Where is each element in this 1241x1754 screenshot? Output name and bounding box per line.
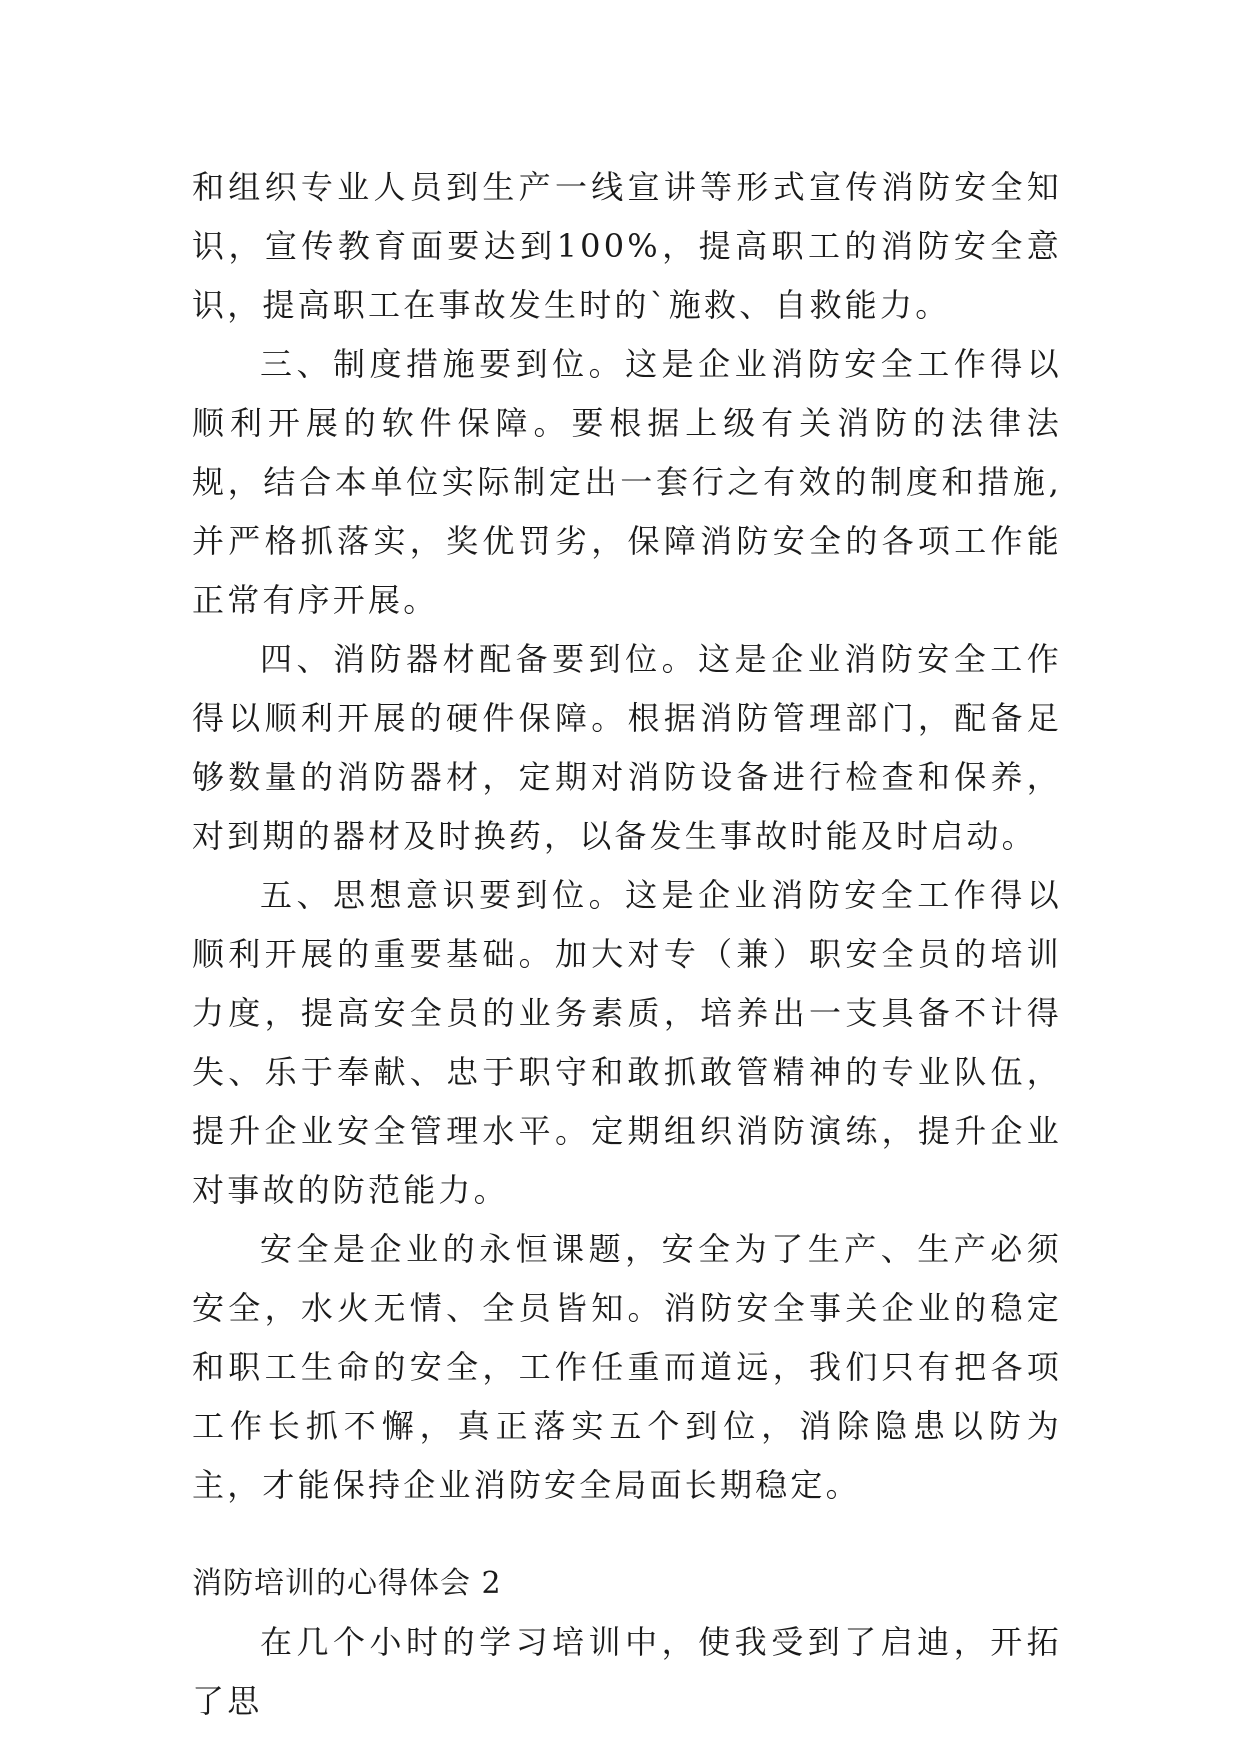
- paragraph-continuation: 和组织专业人员到生产一线宣讲等形式宣传消防安全知识，宣传教育面要达到100%，提高职工的消防安全意识，提高职工在事故发生时的`施救、自救能力。: [192, 168, 1062, 324]
- paragraph-section-four: 四、消防器材配备要到位。这是企业消防安全工作得以顺利开展的硬件保障。根据消防管理部门，配备足够数量的消防器材，定期对消防设备进行检查和保养，对到期的器材及时换药，以备发生事故时能及时启动。: [192, 640, 1062, 855]
- paragraph-section-three: 三、制度措施要到位。这是企业消防安全工作得以顺利开展的软件保障。要根据上级有关消防的法律法规，结合本单位实际制定出一套行之有效的制度和措施,并严格抓落实，奖优罚劣，保障消防安全的各项工作能正常有序开展。: [192, 345, 1062, 619]
- paragraph-section-five: 五、思想意识要到位。这是企业消防安全工作得以顺利开展的重要基础。加大对专（兼）职安全员的培训力度，提高安全员的业务素质，培养出一支具备不计得失、乐于奉献、忠于职守和敢抓敢管精神的专业队伍，提升企业安全管理水平。定期组织消防演练，提升企业对事故的防范能力。: [192, 876, 1062, 1209]
- section-heading: 消防培训的心得体会 2: [192, 1566, 502, 1601]
- paragraph-new-section: 在几个小时的学习培训中，使我受到了启迪，开拓了思: [192, 1623, 1062, 1720]
- paragraph-conclusion: 安全是企业的永恒课题，安全为了生产、生产必须安全，水火无情、全员皆知。消防安全事关企业的稳定和职工生命的安全，工作任重而道远，我们只有把各项工作长抓不懈，真正落实五个到位，消除隐患以防为主，才能保持企业消防安全局面长期稳定。: [192, 1230, 1062, 1504]
- document-body: [192, 158, 1062, 1731]
